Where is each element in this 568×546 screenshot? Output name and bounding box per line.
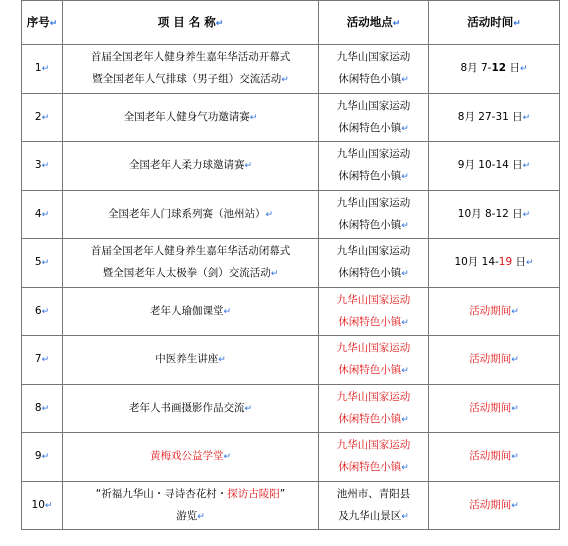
table-row: [22, 287, 560, 336]
cell-place: 池州市、青阳县 及九华山景区↵: [319, 481, 429, 530]
header-place: 活动地点↵: [319, 1, 429, 45]
cell-time: 活动期间↵: [429, 384, 560, 433]
cell-name: 全国老年人健身气功邀请赛↵: [63, 93, 319, 142]
cell-no: 2↵: [22, 93, 63, 142]
table-row: [22, 336, 560, 385]
cell-no: 1↵: [22, 45, 63, 94]
table-row: [22, 93, 560, 142]
cell-place: 九华山国家运动 休闲特色小镇↵: [319, 336, 429, 385]
header-time: 活动时间↵: [429, 1, 560, 45]
cell-no: 9↵: [22, 433, 63, 482]
cell-place: 九华山国家运动 休闲特色小镇↵: [319, 93, 429, 142]
cell-name: 老年人书画摄影作品交流↵: [63, 384, 319, 433]
cell-time: 9月 10-14 日↵: [429, 142, 560, 191]
cell-place: 九华山国家运动 休闲特色小镇↵: [319, 142, 429, 191]
cell-name: 黄梅戏公益学堂↵: [63, 433, 319, 482]
table-row: [22, 239, 560, 288]
cell-no: 7↵: [22, 336, 63, 385]
cell-time: 活动期间↵: [429, 287, 560, 336]
cell-place: 九华山国家运动 休闲特色小镇↵: [319, 190, 429, 239]
cell-place: 九华山国家运动 休闲特色小镇↵: [319, 45, 429, 94]
cell-no: 3↵: [22, 142, 63, 191]
cell-name: 全国老年人柔力球邀请赛↵: [63, 142, 319, 191]
cell-name: 首届全国老年人健身养生嘉年华活动闭幕式 暨全国老年人太极拳（剑）交流活动↵: [63, 239, 319, 288]
cell-time: 10月 14-19 日↵: [429, 239, 560, 288]
table-row: [22, 384, 560, 433]
cell-place: 九华山国家运动 休闲特色小镇↵: [319, 239, 429, 288]
table-row: [22, 142, 560, 191]
cell-name: 全国老年人门球系列赛（池州站）↵: [63, 190, 319, 239]
table-row: [22, 481, 560, 530]
header-no: 序号↵: [22, 1, 63, 45]
header-name: 项 目 名 称↵: [63, 1, 319, 45]
table-row: [22, 45, 560, 94]
cell-no: 8↵: [22, 384, 63, 433]
table-header-row: [22, 1, 560, 45]
cell-place: 九华山国家运动 休闲特色小镇↵: [319, 384, 429, 433]
cell-no: 10↵: [22, 481, 63, 530]
cell-place: 九华山国家运动 休闲特色小镇↵: [319, 433, 429, 482]
activity-table: [21, 0, 560, 530]
cell-place: 九华山国家运动 休闲特色小镇↵: [319, 287, 429, 336]
cell-name: “祈福九华山・寻诗杏花村・探访古陵阳” 游览↵: [63, 481, 319, 530]
cell-time: 活动期间↵: [429, 481, 560, 530]
cell-time: 活动期间↵: [429, 336, 560, 385]
cell-time: 8月 7-12 日↵: [429, 45, 560, 94]
cell-name: 老年人瑜伽课堂↵: [63, 287, 319, 336]
cell-time: 8月 27-31 日↵: [429, 93, 560, 142]
cell-name: 首届全国老年人健身养生嘉年华活动开幕式 暨全国老年人气排球（男子组）交流活动↵: [63, 45, 319, 94]
cell-time: 活动期间↵: [429, 433, 560, 482]
cell-time: 10月 8-12 日↵: [429, 190, 560, 239]
cell-no: 6↵: [22, 287, 63, 336]
table-row: [22, 190, 560, 239]
table-row: [22, 433, 560, 482]
cell-no: 4↵: [22, 190, 63, 239]
cell-name: 中医养生讲座↵: [63, 336, 319, 385]
cell-no: 5↵: [22, 239, 63, 288]
